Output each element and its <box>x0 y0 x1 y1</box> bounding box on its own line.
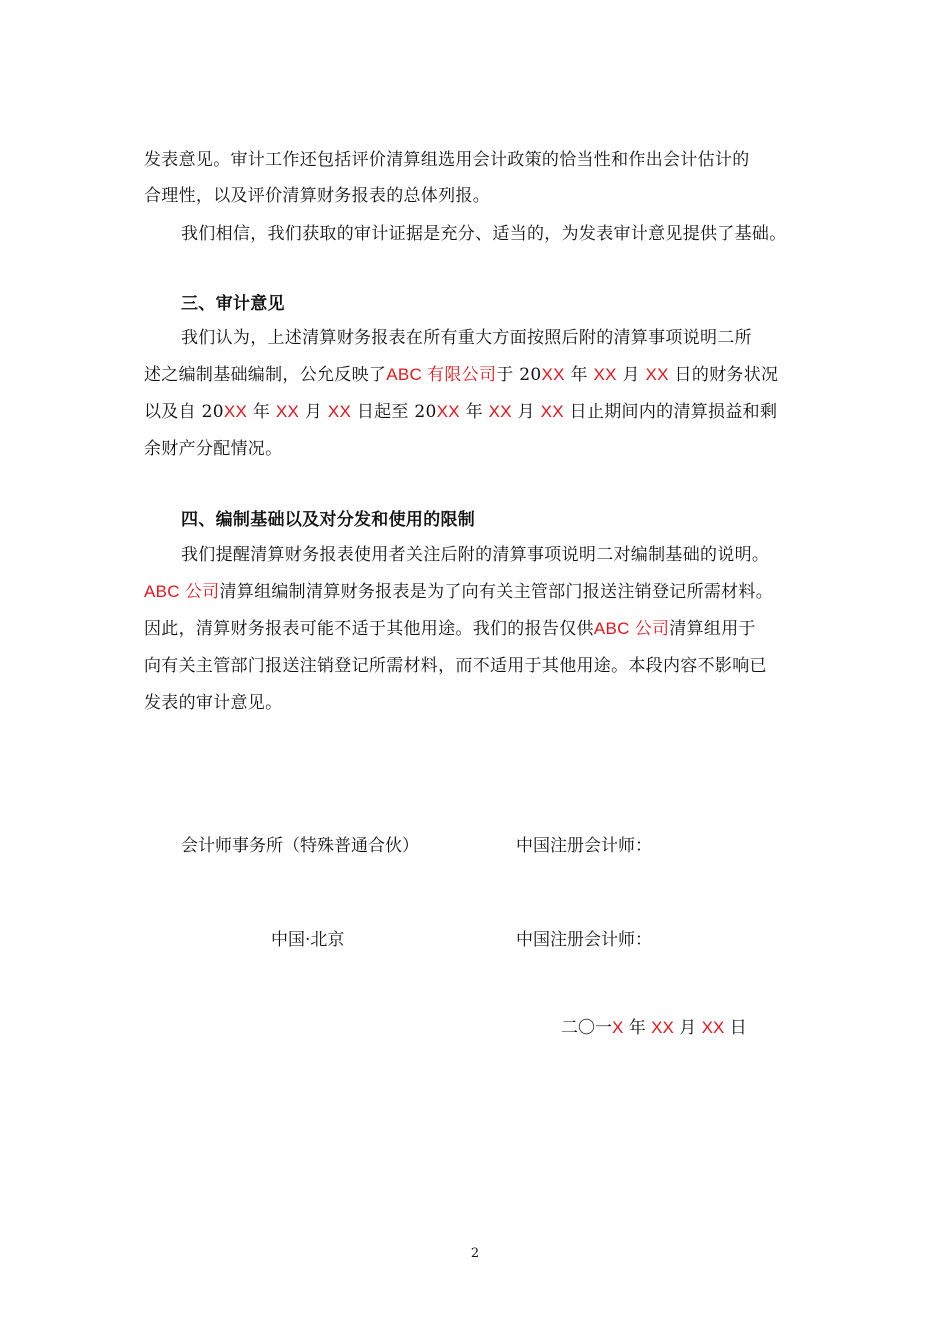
placeholder-x: X <box>612 1018 624 1037</box>
paragraph-line: 向有关主管部门报送注销登记所需材料，而不适用于其他用途。本段内容不影响已 <box>144 656 767 676</box>
paragraph-line: 发表意见。审计工作还包括评价清算组选用会计政策的恰当性和作出会计估计的 <box>144 150 750 170</box>
paragraph-line: 发表的审计意见。 <box>144 693 283 713</box>
placeholder-company: ABC 公司 <box>593 619 670 638</box>
signature-firm: 会计师事务所（特殊普通合伙） <box>181 836 419 856</box>
placeholder-xx: XX <box>436 402 460 421</box>
signature-date: 二〇一X 年 XX 月 XX 日 <box>561 1018 747 1038</box>
placeholder-xx: XX <box>651 1018 674 1037</box>
paragraph-line: 因此，清算财务报表可能不适于其他用途。我们的报告仅供ABC 公司清算组用于 <box>144 619 756 639</box>
page-number: 2 <box>470 1246 480 1261</box>
paragraph-line: ABC 公司清算组编制清算财务报表是为了向有关主管部门报送注销登记所需材料。 <box>144 582 774 602</box>
placeholder-xx: XX <box>540 402 564 421</box>
placeholder-company: ABC 有限公司 <box>386 365 497 384</box>
section-heading-audit-opinion: 三、审计意见 <box>181 294 285 314</box>
paragraph-line: 合理性，以及评价清算财务报表的总体列报。 <box>144 186 490 206</box>
placeholder-xx: XX <box>593 365 617 384</box>
placeholder-xx: XX <box>488 402 512 421</box>
placeholder-xx: XX <box>645 365 669 384</box>
placeholder-xx: XX <box>327 402 352 421</box>
placeholder-xx: XX <box>541 365 565 384</box>
signature-cpa-2: 中国注册会计师： <box>516 930 652 950</box>
placeholder-xx: XX <box>275 402 300 421</box>
placeholder-xx: XX <box>701 1018 725 1037</box>
signature-cpa-1: 中国注册会计师： <box>516 836 652 856</box>
signature-location: 中国·北京 <box>271 930 345 950</box>
paragraph-line: 我们认为，上述清算财务报表在所有重大方面按照后附的清算事项说明二所 <box>181 328 752 348</box>
paragraph-line: 我们提醒清算财务报表使用者关注后附的清算事项说明二对编制基础的说明。 <box>181 545 770 565</box>
placeholder-company: ABC 公司 <box>144 582 220 601</box>
paragraph-line: 余财产分配情况。 <box>144 439 283 459</box>
paragraph-line: 以及自 20XX 年 XX 月 XX 日起至 20XX 年 XX 月 XX 日止期间内的清算损益和剩 <box>144 402 778 422</box>
placeholder-xx: XX <box>223 402 248 421</box>
section-heading-basis-and-restriction: 四、编制基础以及对分发和使用的限制 <box>181 510 476 530</box>
paragraph-line: 述之编制基础编制，公允反映了ABC 有限公司于 20XX 年 XX 月 XX 日的财务状况 <box>144 365 779 385</box>
paragraph-evidence: 我们相信，我们获取的审计证据是充分、适当的，为发表审计意见提供了基础。 <box>181 224 787 244</box>
